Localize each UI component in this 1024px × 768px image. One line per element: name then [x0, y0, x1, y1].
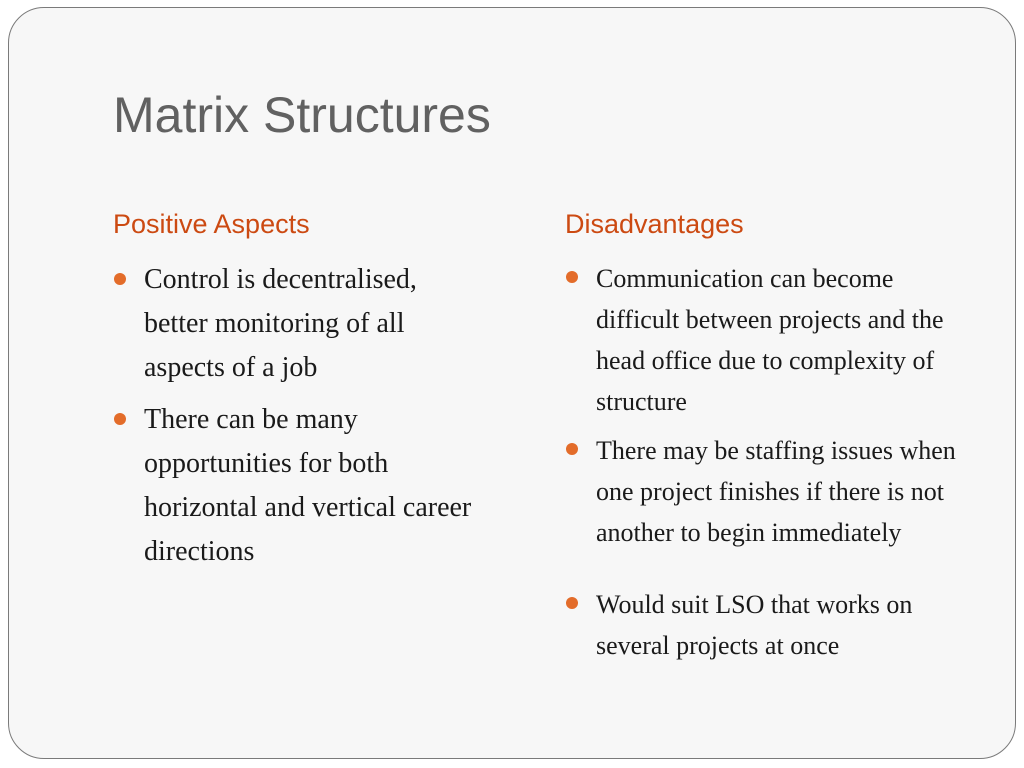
list-item: [565, 258, 975, 422]
positive-aspects-list: [113, 258, 483, 582]
disadvantages-list: [565, 258, 975, 674]
list-item: [113, 398, 483, 574]
bullet-text: There can be many opportunities for both horizontal and vertical career directions: [144, 404, 472, 567]
list-item: [565, 430, 975, 553]
bullet-dot-icon: [114, 273, 126, 285]
bullet-dot-icon: [566, 597, 578, 609]
bullet-text: Control is decentralised, better monitoring of all aspects of a job: [144, 264, 417, 383]
slide-title: Matrix Structures: [113, 87, 491, 143]
positive-aspects-heading: Positive Aspects: [113, 209, 310, 239]
bullet-dot-icon: [114, 413, 126, 425]
bullet-text: Communication can become difficult between projects and the head office due to complexity of structure: [596, 264, 944, 416]
bullet-dot-icon: [566, 443, 578, 455]
bullet-dot-icon: [566, 271, 578, 283]
disadvantages-heading: Disadvantages: [565, 209, 744, 239]
bullet-text: There may be staffing issues when one project finishes if there is not another to begin immediately: [596, 436, 956, 547]
list-item: [565, 584, 975, 666]
bullet-text: Would suit LSO that works on several projects at once: [596, 590, 913, 660]
list-item: [113, 258, 483, 390]
